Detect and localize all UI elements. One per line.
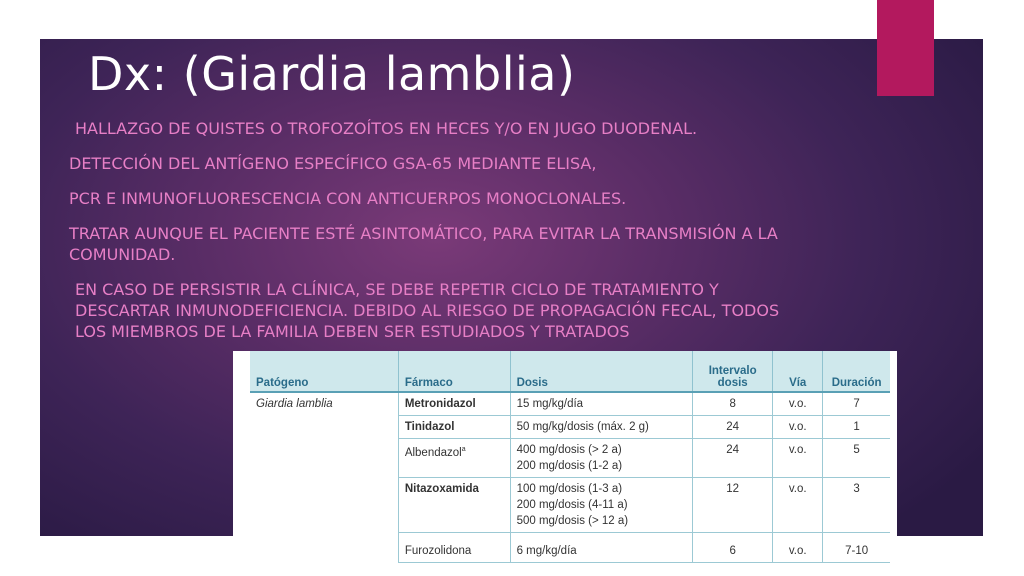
header-farmaco: Fármaco xyxy=(398,351,510,392)
cell-intervalo: 12 xyxy=(693,478,773,533)
cell-via: v.o. xyxy=(773,439,823,478)
paragraph-tratar: TRATAR AUNQUE EL PACIENTE ESTÉ ASINTOMÁTICO, PARA EVITAR LA TRANSMISIÓN A LA COMUNIDAD. xyxy=(69,224,778,264)
header-duracion: Duración xyxy=(823,351,890,392)
dose-line: 200 mg/dosis (1-2 a) xyxy=(516,460,623,472)
cell-duracion: 7 xyxy=(823,392,890,416)
body-text xyxy=(69,118,809,356)
table-row xyxy=(250,392,890,416)
header-via: Vía xyxy=(773,351,823,392)
cell-intervalo: 24 xyxy=(693,439,773,478)
cell-dosis: 6 mg/kg/día xyxy=(510,533,693,563)
cell-duracion: 3 xyxy=(823,478,890,533)
paragraph-pcr: PCR E INMUNOFLUORESCENCIA CON ANTICUERPOS MONOCLONALES. xyxy=(69,189,627,208)
paragraph-persistir: EN CASO DE PERSISTIR LA CLÍNICA, SE DEBE REPETIR CICLO DE TRATAMIENTO Y DESCARTAR INMUNODEFICIENCIA. DEBIDO AL RIESGO DE PROPAGACIÓN FECAL, TODOS LOS MIEMBROS DE LA FAMILIA DEBEN SER ESTUDIADOS Y TRATADOS xyxy=(75,280,780,341)
cell-duracion: 1 xyxy=(823,416,890,439)
header-dosis: Dosis xyxy=(510,351,693,392)
cell-patogeno: Giardia lamblia xyxy=(250,392,398,563)
cell-farmaco: Furozolidona xyxy=(398,533,510,563)
cell-dosis: 50 mg/kg/dosis (máx. 2 g) xyxy=(510,416,693,439)
cell-via: v.o. xyxy=(773,478,823,533)
cell-farmaco xyxy=(398,439,510,478)
footnote-marker: a xyxy=(461,446,466,453)
cell-intervalo: 24 xyxy=(693,416,773,439)
header-patogeno: Patógeno xyxy=(250,351,398,392)
cell-intervalo: 6 xyxy=(693,533,773,563)
paragraph-deteccion: DETECCIÓN DEL ANTÍGENO ESPECÍFICO GSA-65 MEDIANTE ELISA, xyxy=(69,154,597,173)
accent-bar xyxy=(877,0,934,96)
cell-dosis xyxy=(510,439,693,478)
cell-farmaco: Tinidazol xyxy=(398,416,510,439)
cell-duracion: 7-10 xyxy=(823,533,890,563)
paragraph-hallazgo: HALLAZGO DE QUISTES O TROFOZOÍTOS EN HECES Y/O EN JUGO DUODENAL. xyxy=(75,119,698,138)
dose-line: 200 mg/dosis (4-11 a) xyxy=(516,499,628,511)
cell-dosis: 15 mg/kg/día xyxy=(510,392,693,416)
dose-line: 100 mg/dosis (1-3 a) xyxy=(516,483,623,495)
cell-via: v.o. xyxy=(773,392,823,416)
cell-dosis xyxy=(510,478,693,533)
table-header-row xyxy=(250,351,890,392)
dose-line: 400 mg/dosis (> 2 a) xyxy=(516,444,622,456)
cell-via: v.o. xyxy=(773,416,823,439)
cell-duracion: 5 xyxy=(823,439,890,478)
cell-farmaco: Metronidazol xyxy=(398,392,510,416)
header-intervalo: Intervalo dosis xyxy=(693,351,773,392)
cell-via: v.o. xyxy=(773,533,823,563)
cell-farmaco: Nitazoxamida xyxy=(398,478,510,533)
cell-intervalo: 8 xyxy=(693,392,773,416)
farmaco-name: Albendazol xyxy=(404,446,462,459)
dose-line: 500 mg/dosis (> 12 a) xyxy=(516,515,629,527)
treatment-table xyxy=(250,351,890,563)
slide-title: Dx: (Giardia lamblia) xyxy=(88,47,576,101)
